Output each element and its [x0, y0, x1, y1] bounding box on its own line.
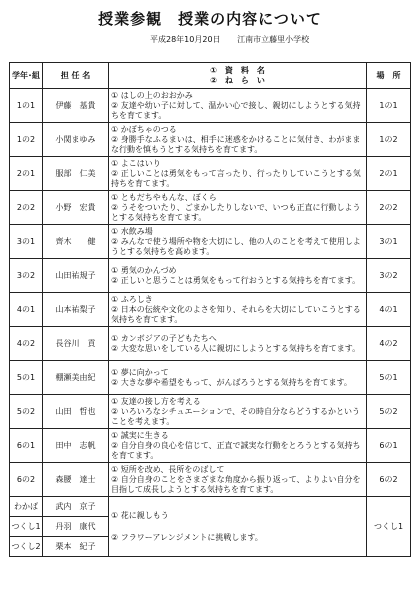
table-row	[10, 463, 411, 497]
lesson-aim: ② いろいろなシチュエーションで、その時自分ならどうするかということを考えます。	[111, 406, 360, 426]
lesson-aim: ② 正しいと思うことは勇気をもって行おうとする気持ちを育てます。	[111, 275, 361, 285]
content-cell	[109, 327, 367, 361]
class-cell: 6の1	[10, 429, 43, 463]
teacher-cell: 棚瀬美由紀	[43, 361, 109, 395]
lesson-aim: ② 自分自身の良心を信じて、正直で誠実な行動をとろうとする気持ちを育てます。	[111, 440, 361, 460]
date-and-school	[150, 34, 390, 45]
school-name: 江南市立藤里小学校	[237, 35, 310, 44]
place-cell: 4の1	[367, 293, 411, 327]
place-cell: 6の2	[367, 463, 411, 497]
table-row	[10, 293, 411, 327]
material-name: ① ふろしき	[111, 294, 153, 304]
class-cell: 2の1	[10, 157, 43, 191]
lesson-aim: ② 大きな夢や希望をもって、がんばろうとする気持ちを育てます。	[111, 377, 352, 387]
teacher-cell: 服部 仁美	[43, 157, 109, 191]
table-row	[10, 361, 411, 395]
lesson-aim: ② 大変な思いをしている人に親切にしようとする気持ちを育てます。	[111, 343, 361, 353]
lesson-aim: ② みんなで使う場所や物を大切にし、他の人のことを考えて使用しようとする気持ちを高めます。	[111, 236, 361, 256]
class-cell: 1の1	[10, 89, 43, 123]
material-name: ① よこはいり	[111, 158, 161, 168]
class-cell: 4の1	[10, 293, 43, 327]
lesson-aim: ② 友達や幼い子に対して、温かい心で接し、親切にしようとする気持ちを育てます。	[111, 100, 361, 120]
material-name: ① 誠実に生きる	[111, 430, 169, 440]
content-cell	[109, 157, 367, 191]
content-cell	[109, 429, 367, 463]
material-name: ① カンボジアの子どもたちへ	[111, 333, 217, 343]
header-place: 場 所	[367, 63, 411, 89]
class-cell: 2の2	[10, 191, 43, 225]
special-class: つくし2	[10, 536, 42, 556]
teacher-cell: 森腰 達士	[43, 463, 109, 497]
table-row	[10, 327, 411, 361]
place-cell: 3の2	[367, 259, 411, 293]
header-content-aim: ② ね ら い	[210, 75, 265, 85]
header-content	[109, 63, 367, 89]
table-row	[10, 89, 411, 123]
date-text: 平成28年10月20日	[150, 35, 221, 44]
place-cell: 3の1	[367, 225, 411, 259]
teacher-cell: 田中 志帆	[43, 429, 109, 463]
place-cell: 1の2	[367, 123, 411, 157]
teacher-cell: 伊藤 基貴	[43, 89, 109, 123]
special-aim: ② フラワーアレンジメントに挑戦します。	[111, 532, 263, 542]
content-cell	[109, 463, 367, 497]
table-row	[10, 259, 411, 293]
teacher-cell: 山本祐梨子	[43, 293, 109, 327]
special-teacher: 武内 京子	[55, 502, 96, 511]
lesson-aim: ② 正しいことは勇気をもって言ったり、行ったりしていこうとする気持ちを育てます。	[111, 168, 361, 188]
special-content-cell	[109, 497, 367, 557]
table-row	[10, 191, 411, 225]
teacher-cell: 長谷川 貢	[43, 327, 109, 361]
special-teacher: 栗本 紀子	[43, 536, 108, 556]
material-name: ① ともだちやもんな、ぼくら	[111, 192, 217, 202]
lesson-aim: ② 日本の伝統や文化のよさを知り、それらを大切にしていこうとする気持ちを育てます。	[111, 304, 361, 324]
place-cell: 5の2	[367, 395, 411, 429]
content-cell	[109, 259, 367, 293]
teacher-cell: 山田祐規子	[43, 259, 109, 293]
class-cell: 1の2	[10, 123, 43, 157]
place-cell: 2の1	[367, 157, 411, 191]
page-title: 授業参観 授業の内容について	[98, 10, 322, 28]
material-name: ① 友達の接し方を考える	[111, 396, 201, 406]
special-class: わかば	[14, 502, 38, 511]
teacher-cell: 齊木 健	[43, 225, 109, 259]
place-cell: 6の1	[367, 429, 411, 463]
special-class-cell	[10, 497, 43, 557]
header-teacher: 担 任 名	[43, 63, 109, 89]
content-cell	[109, 123, 367, 157]
content-cell	[109, 293, 367, 327]
lesson-aim: ② 身勝手なふるまいは、相手に迷惑をかけることに気付き、わがままな行動を慎もうとする気持ちを育てます。	[111, 134, 361, 154]
header-content-material: ① 資 料 名	[210, 65, 265, 75]
lesson-table	[9, 62, 411, 557]
table-row-special	[10, 497, 411, 557]
special-teacher-cell	[43, 497, 109, 557]
table-row	[10, 395, 411, 429]
table-row	[10, 123, 411, 157]
content-cell	[109, 89, 367, 123]
class-cell: 3の2	[10, 259, 43, 293]
class-cell: 3の1	[10, 225, 43, 259]
table-row	[10, 429, 411, 463]
material-name: ① はしの上のおおかみ	[111, 90, 193, 100]
material-name: ① 夢に向かって	[111, 367, 169, 377]
lesson-aim: ② うそをついたり、ごまかしたりしないで、いつも正直に行動しようとする気持ちを育てます。	[111, 202, 361, 222]
place-cell: 5の1	[367, 361, 411, 395]
teacher-cell: 山田 哲也	[43, 395, 109, 429]
special-class: つくし1	[10, 516, 42, 536]
material-name: ① 勇気のかんづめ	[111, 265, 177, 275]
teacher-cell: 小関まゆみ	[43, 123, 109, 157]
special-teacher: 丹羽 康代	[43, 516, 108, 536]
place-cell: 2の2	[367, 191, 411, 225]
place-cell: 1の1	[367, 89, 411, 123]
content-cell	[109, 361, 367, 395]
special-material: ① 花に親しもう	[111, 510, 169, 520]
special-place: つくし1	[367, 497, 411, 557]
class-cell: 6の2	[10, 463, 43, 497]
place-cell: 4の2	[367, 327, 411, 361]
table-row	[10, 225, 411, 259]
lesson-aim: ② 自分自身のことをさまざまな角度から振り返って、よりよい自分を目指して成長しようとする気持ちを育てます。	[111, 474, 361, 494]
class-cell: 4の2	[10, 327, 43, 361]
table-row	[10, 157, 411, 191]
header-class: 学年･組	[10, 63, 43, 89]
material-name: ① かぼちゃのつる	[111, 124, 177, 134]
class-cell: 5の2	[10, 395, 43, 429]
content-cell	[109, 225, 367, 259]
teacher-cell: 小野 宏貴	[43, 191, 109, 225]
material-name: ① 短所を改め、長所をのばして	[111, 464, 225, 474]
content-cell	[109, 395, 367, 429]
material-name: ① 水飲み場	[111, 226, 153, 236]
table-header-row	[10, 63, 411, 89]
content-cell	[109, 191, 367, 225]
class-cell: 5の1	[10, 361, 43, 395]
